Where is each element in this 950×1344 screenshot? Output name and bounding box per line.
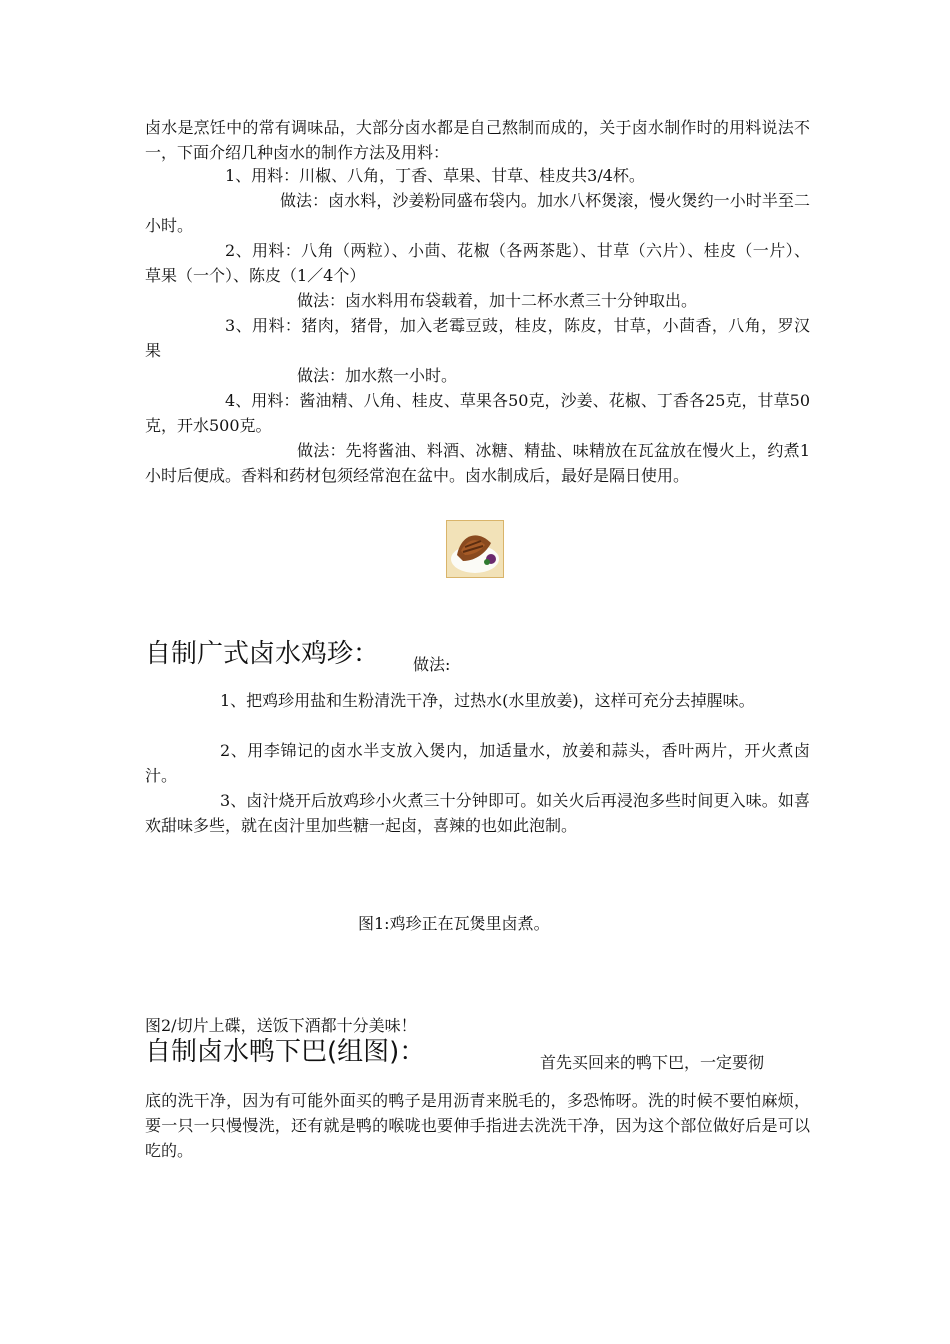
- figure-2-caption: 图2/切片上碟，送饭下酒都十分美味！: [145, 1016, 417, 1035]
- recipe-4-ingredients: 4、用料：酱油精、八角、桂皮、草果各50克，沙姜、花椒、丁香各25克，甘草50克，开水500克。: [145, 391, 810, 435]
- section-1-title: 自制广式卤水鸡珍：: [145, 639, 380, 669]
- section-1-step-2: 2、用李锦记的卤水半支放入煲内，加适量水，放姜和蒜头，香叶两片，开火煮卤汁。: [145, 741, 810, 785]
- recipe-2-method: 做法：卤水料用布袋载着，加十二杯水煮三十分钟取出。: [297, 291, 698, 310]
- section-1-subtitle: 做法:: [413, 655, 451, 674]
- recipe-3-method: 做法：加水熬一小时。: [297, 366, 458, 385]
- section-2-lead: 首先买回来的鸭下巴，一定要彻: [540, 1053, 765, 1072]
- section-2-body: 底的洗干净，因为有可能外面买的鸭子是用沥青来脱毛的，多恐怖呀。洗的时候不要怕麻烦，要一只一只慢慢洗，还有就是鸭的喉咙也要伸手指进去洗洗干净，因为这个部位做好后是可以吃的。: [145, 1091, 810, 1160]
- recipe-1-ingredients: 1、用料：川椒、八角，丁香、草果、甘草、桂皮共3/4杯。: [225, 166, 645, 185]
- section-1-step-1: 1、把鸡珍用盐和生粉清洗干净，过热水(水里放姜)，这样可充分去掉腥味。: [220, 691, 755, 710]
- recipe-1-method: 做法：卤水料，沙姜粉同盛布袋内。加水八杯煲滚，慢火煲约一小时半至二小时。: [145, 191, 810, 235]
- recipe-4-method: 做法：先将酱油、料酒、冰糖、精盐、味精放在瓦盆放在慢火上，约煮1小时后便成。香料和药材包须经常泡在盆中。卤水制成后，最好是隔日使用。: [145, 441, 810, 485]
- section-2-title: 自制卤水鸭下巴(组图)：: [145, 1037, 426, 1067]
- recipe-3-ingredients: 3、用料：猪肉，猪骨，加入老霉豆豉，桂皮，陈皮，甘草，小茴香，八角，罗汉果: [145, 316, 810, 360]
- recipe-2-ingredients: 2、用料：八角（两粒）、小茴、花椒（各两茶匙）、甘草（六片）、桂皮（一片）、草果（一个）、陈皮（1／4个）: [145, 241, 810, 285]
- intro-paragraph: 卤水是烹饪中的常有调味品，大部分卤水都是自己熬制而成的，关于卤水制作时的用料说法不一，下面介绍几种卤水的制作方法及用料：: [145, 118, 810, 162]
- braised-food-photo-icon: [446, 520, 504, 578]
- figure-1-caption: 图1:鸡珍正在瓦煲里卤煮。: [358, 914, 550, 933]
- section-1-step-3: 3、卤汁烧开后放鸡珍小火煮三十分钟即可。如关火后再浸泡多些时间更入味。如喜欢甜味多些，就在卤汁里加些糖一起卤，喜辣的也如此泡制。: [145, 791, 810, 835]
